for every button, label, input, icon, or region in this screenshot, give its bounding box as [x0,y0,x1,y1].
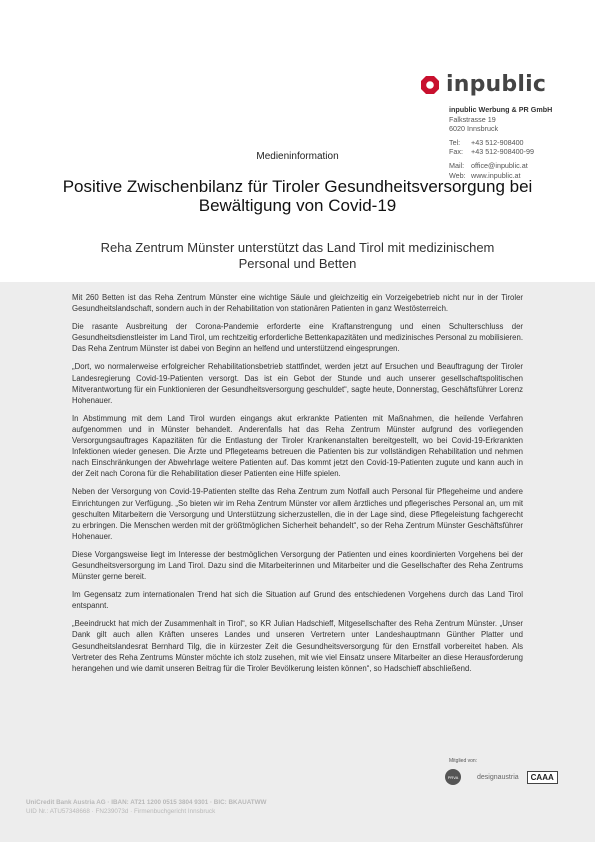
web-label: Web: [449,170,466,180]
tel-value: +43 512-908400 [471,137,524,147]
body-paragraph: „Beeindruckt hat mich der Zusammenhalt in Tirol“, so KR Julian Hadschieff, Mitgesellschafter des Reha Zentrum Münster. „Unser Dank gilt auch allen Kräften unseres Landes und unseren Vertretern unter Landeshauptmann Günther Platter und Gesundheitslandesrat Bernhard Tilg, die in kürzester Zeit die Gesundheitsversorgung für den Ernstfall vorbereitet haben. Als Vertreter des Reha Zentrums Münster möchte ich stolz zusehen, mit wie viel Einsatz unsere Mitarbeiter an diese Herausforderung herangehen und wie damit unseren Beitrag für die Tiroler Bevölkerung leisten können“, so Hadschieff abschließend. [72,619,523,673]
logo-wordmark: inpublic [446,72,547,97]
body-paragraph: „Dort, wo normalerweise erfolgreicher Rehabilitationsbetrieb stattfindet, werden jetzt auf Ersuchen und Beauftragung der Tiroler Landesregierung Covid-19-Patienten versorgt. Das ist ein Gebot der Stunde und auch unserer gesellschaftspolitischen Mitverantwortung für ein Funktionieren der Gesundheitsversorgung geschuldet“, sagte heute, Donnerstag, Geschäftsführer Lorenz Hohenauer. [72,362,523,405]
body-paragraph: Im Gegensatz zum internationalen Trend hat sich die Situation auf Grund des entschiedenen Vorgehens durch das Land Tirol entspannt. [72,590,523,611]
footer-registry-details: UID Nr.: ATU57348668 · FN239073d · Firmenbuchgericht Innsbruck [26,808,216,815]
document-headline: Positive Zwischenbilanz für Tiroler Gesundheitsversorgung bei Bewältigung von Covid-19 [62,177,533,215]
body-paragraph: Mit 260 Betten ist das Reha Zentrum Münster eine wichtige Säule und gleichzeitig ein Vorzeigebetrieb nicht nur in der Tiroler Gesundheitslandschaft, sondern auch in der Rehabilitation von stationären Patienten in ganz Westösterreich. [72,293,523,314]
fax-label: Fax: [449,147,463,157]
membership-label: Mitglied von: [449,758,478,764]
body-paragraph: Diese Vorgangsweise liegt im Interesse der bestmöglichen Versorgung der Patienten und eines koordinierten Vorgehens bei der Gesundheitsversorgung im Land Tirol. Dazu sind die Mitarbeiterinnen und Mitarbeiter und die Gesellschafter des Reha Zentrums Münster gerne bereit. [72,549,523,582]
page-footer [26,798,267,816]
company-city: 6020 Innsbruck [449,124,499,134]
company-name: inpublic Werbung & PR GmbH [449,105,553,114]
caaa-badge: CAAA [527,771,558,784]
mail-link[interactable]: office@inpublic.at [471,160,528,170]
fax-value: +43 512-908400-99 [471,147,534,157]
mail-row [449,161,552,171]
document-kicker: Medieninformation [256,151,339,162]
logo-mark-icon [420,75,440,95]
footer-bank-details: UniCredit Bank Austria AG · IBAN: AT21 1200 0515 3804 9301 · BIC: BKAUATWW [26,799,267,806]
inpublic-logo [420,72,546,97]
web-link[interactable]: www.inpublic.at [471,170,521,180]
tel-label: Tel: [449,137,461,147]
body-paragraph: Neben der Versorgung von Covid-19-Patienten stellte das Reha Zentrum zum Notfall auch Personal für Pflegeheime und andere Einrichtungen zur Verfügung. „So bieten wir im Reha Zentrum Münster vor allem ärztliches und pflegerisches Personal an, um mit geschulten Mitarbeitern die Versorgung und Unterstützung sicherzustellen, die in der Lage sind, diese Pflegeleistung fachgerecht zu erbringen. Die Menschen werden mit der größtmöglichen Sicherheit behandelt“, so der Reha Zentrum Münster Geschäftsführer Hohenauer. [72,487,523,541]
tel-row [449,138,552,148]
document-body [72,292,523,681]
designaustria-badge: designaustria [477,773,519,781]
mail-label: Mail: [449,160,465,170]
prva-badge: PRVA [445,769,461,785]
company-street: Falkstrasse 19 [449,114,496,124]
membership-badges [445,769,558,785]
body-paragraph: Die rasante Ausbreitung der Corona-Pandemie erforderte eine Kraftanstrengung und einen Schulterschluss der Gesundheitsdienstleister im Land Tirol, um rechtzeitig erforderliche Bettenkapazitäten und medizinisches Personal zu mobilisieren. Das Reha Zentrum Münster ist dabei von Beginn an helfend und unterstützend eingesprungen. [72,322,523,354]
body-paragraph: In Abstimmung mit dem Land Tirol wurden eingangs akut erkrankte Patienten mit Maßnahmen, die heilende Verfahren aufgenommen und in Münster behandelt. Anderenfalls hat das Reha Zentrum Münster aufgrund des vorliegenden Versorgungsauftrages Kapazitäten für die Entlastung der Tiroler Krankenanstalten bereitgestellt, wo bei Covid-19-Erkrankten Infektionen wieder genesen. Die Ärzte und Pflegeteams betreuen die Patienten bis zur vollständigen Rehabilitation und nehmen nach Einschränkungen der Abwehrlage weitere Patienten auf. Das kommt jetzt den Covid-19-Patienten zugute und kann auch in der Zeit nach Corona für die Rehabilitation dieser Patienten eine Hilfe spielen. [72,413,523,479]
contact-block [449,105,552,180]
document-subheadline: Reha Zentrum Münster unterstützt das Land Tirol mit medizinischem Personal und Betten [100,240,495,271]
